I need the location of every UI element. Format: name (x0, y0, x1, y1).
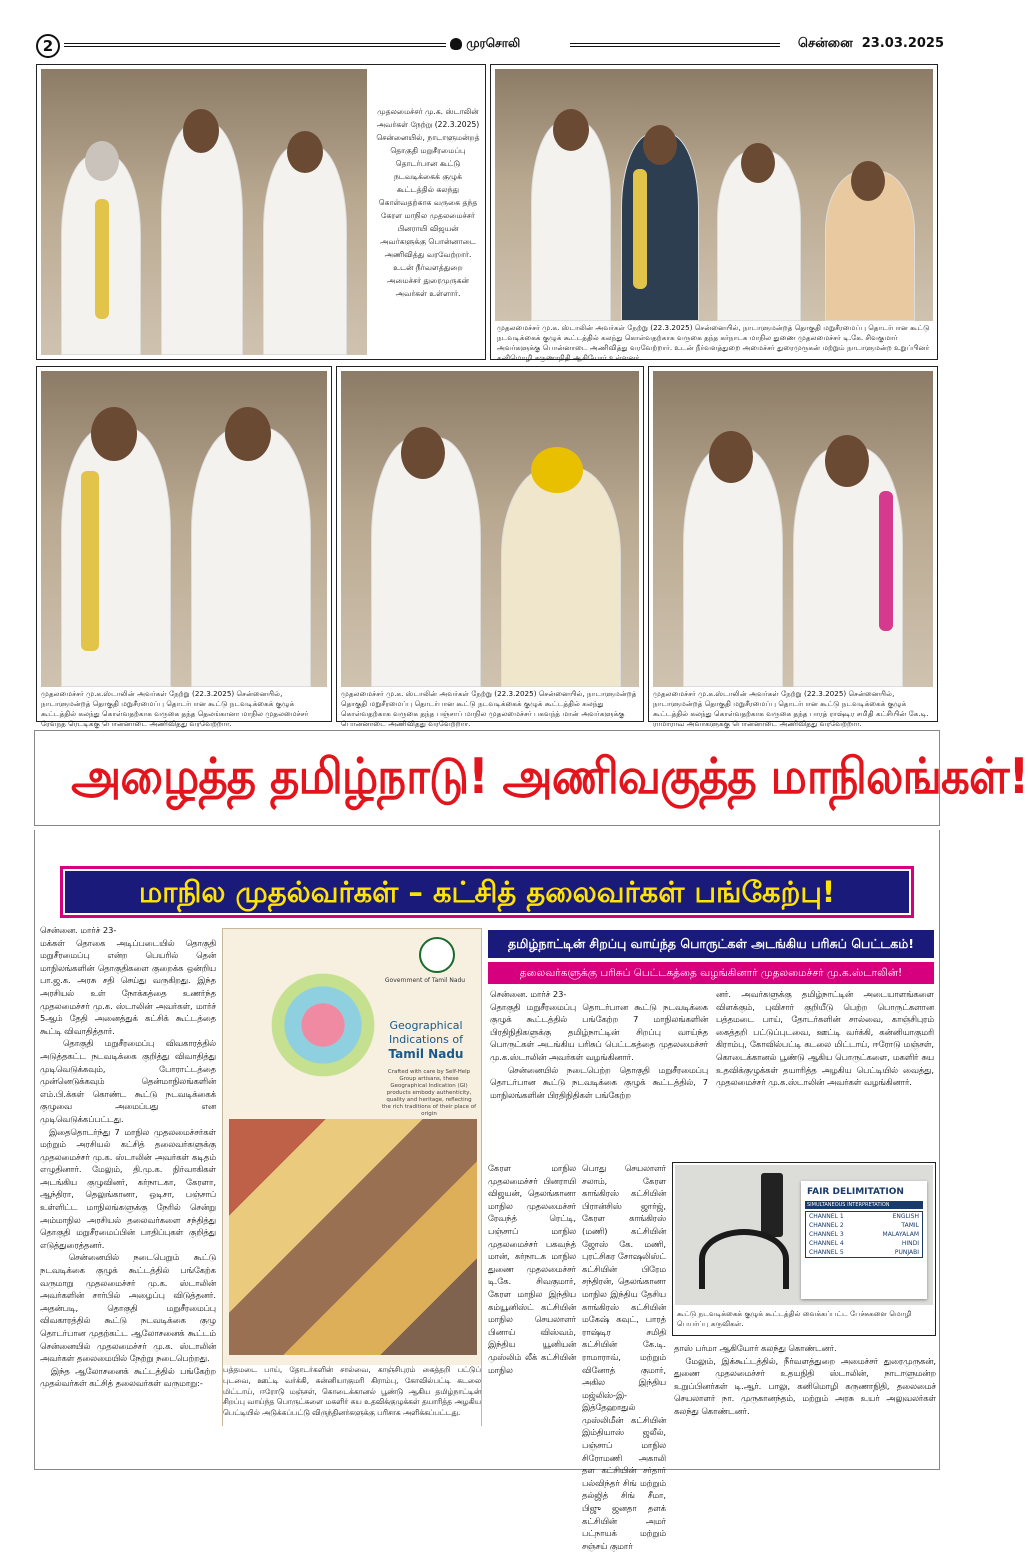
gi-poster-government: Government of Tamil Nadu (384, 977, 466, 984)
gi-poster (222, 928, 482, 1426)
photo-frame-3 (36, 366, 332, 728)
article-col-1: சென்னை. மார்ச் 23- மக்கள் தொகை அடிப்படையில் தொகுதி மறுசீரமைப்பு என்ற பெயரில் தென் மாநிலங்களின் தொகுதிகளை குறைக்க ஒன்றிய பா.ஜ.க. அரசு சதி செய்து வருகிறது. இந்த அரசியல் உள் நோக்கத்தை உணர்ந்த முதலமைச்சர் மு.க. ஸ்டாலின் அவர்கள், மார்ச் 5ஆம் தேதி அனைத்துக் கட்சிக் கூட்டத்தை கூட்டி விவாதித்தார். தொகுதி மறுசீரமைப்பு விவகாரத்தில் அடுத்தகட்ட நடவடிக்கை குறித்து விவாதித்து முடிவெடுக்கவும், போராட்டத்தை முன்னெடுக்கவும் தென்மாநிலங்களின் எம்.பி.க்கள் கொண்ட கூட்டு நடவடிக்கைக் குழுவை அமைப்பது என முடிவெடுக்கப்பட்டது. இதைதொடர்ந்து 7 மாநில முதலமைச்சர்கள் மற்றும் அரசியல் கட்சித் தலைவர்களுக்கு முதலமைச்சர் மு.க. ஸ்டாலின் அவர்கள் கடிதம் எழுதினார். மேலும், தி.மு.க. நிர்வாகிகள் அடங்கிய குழுவினர், கர்நாடகா, கேரளா, ஆந்திரா, தெலுங்கானா, ஒடிசா, பஞ்சாப் உள்ளிட்ட மாநிலங்களுக்கு நேரில் சென்று அம்மாநில அரசியல் தலைவர்களை சந்தித்து தொகுதி மறுசீரமைப்பின் பாதிப்புகள் குறித்து எடுத்துரைத்தனர். சென்னையில் நடைபெறும் கூட்டு நடவடிக்கை குழுக் கூட்டத்தில் பங்கேற்க வருமாறு முதலமைச்சர் மு.க. ஸ்டாலின் அவர்களின் சார்பில் அழைப்பு விடுத்தனர். அதன்படி, தொகுதி மறுசீரமைப்பு விவகாரத்தில் கூட்டு நடவடிக்கை குழு தொடர்பான முதற்கட்ட ஆலோசனைக் கூட்டம் சென்னையில் முதலமைச்சர் மு.க. ஸ்டாலின் அவர்கள் தலைமையில் நேற்று நடைபெற்றது. இந்த ஆலோசனைக் கூட்டத்தில் பங்கேற்ற முதல்வர்கள் கட்சித் தலைவர்கள் வருமாறு:- (40, 925, 217, 1389)
channel-card-title: FAIR DELIMITATION (807, 1187, 904, 1197)
gi-poster-title-2: Indications of (389, 1033, 463, 1046)
photo-4-caption: முதலமைச்சர் மு.க. ஸ்டாலின் அவர்கள் நேற்று (22.3.2025) சென்னையில், நாடாளுமன்றத் தொகுதி மறுசீரமைப்பு தொடர்பான கூட்டு நடவடிக்கைக் குழுக் கூட்டத்தில் கலந்து கொள்வதற்காக வருகை தந்த பஞ்சாப் மாநில முதலமைச்சர் பகவந்த் மான் அவர்களுக்கு பொன்னாடை அணிவித்து வரவேற்றார். (341, 689, 637, 728)
photo-frame-1 (36, 64, 486, 360)
dateline: சென்னை 23.03.2025 (797, 36, 944, 51)
photo-brs-ktr (653, 371, 933, 687)
photo-karnataka-dcm (495, 69, 933, 321)
gi-poster-title-3: Tamil Nadu (388, 1047, 464, 1061)
channel-row: CHANNEL 4 HINDI (809, 1240, 919, 1247)
gi-products-collage (229, 1119, 477, 1355)
main-headline: அழைத்த தமிழ்நாடு! அணிவகுத்த மாநிலங்கள்! (71, 748, 1028, 805)
gi-poster-blurb: Crafted with care by Self-Help Group artisans, these Geographical Indication (GI) products embody authenticity, quality and heritage, reflecting the rich traditions of their place of origin (381, 1069, 477, 1117)
gift-title-banner (488, 930, 934, 958)
channel-list (805, 1211, 923, 1258)
page-header (30, 34, 942, 60)
article-col-5: தாஸ் பர்மா ஆகியோர் கலந்து கொண்டனர். மேலும், இக்கூட்டத்தில், நீர்வளத்துறை அமைச்சர் துரைமுருகன், துணை முதலமைச்சர் உதயநிதி ஸ்டாலின், நாடாளுமன்ற உறுப்பினர்கள் டி.ஆர். பாலு, கனிமொழி கருணாநிதி, தலைமைச் செயலாளர் நா. முருகானந்தம், மற்றும் அரசு உயர் அலுவலர்கள் கலந்து கொண்டனர். (674, 1343, 936, 1416)
photo-frame-4 (336, 366, 644, 728)
headset-photo-frame (672, 1162, 936, 1336)
photo-punjab-cm (341, 371, 639, 687)
tn-map-graphic (263, 965, 383, 1085)
interpretation-receiver-icon (761, 1173, 783, 1237)
headset-photo-caption: கூட்டு நடவடிக்கைக் குழுக் கூட்டத்தில் வைக்கப்பட்ட பேச்சுகளை மொழி பெயர்ப்பு கருவிகள். (677, 1309, 912, 1328)
gift-col-2: னர். அவர்களுக்கு தமிழ்நாட்டின் அடையாளங்களை விளக்கும், புவிசார் குறியீடு பெற்ற பொருட்களான பத்தமடை பாய், தோடர்களின் சால்வை, காஞ்சிபுரம் கைத்தறி பட்டுப்புடவை, ஊட்டி வர்க்கி, கன்னியாகுமரி கிராம்பு, கோவில்பட்டி கடலை மிட்டாய், ஈரோடு மஞ்சள், கொடைக்கானல் பூண்டு ஆகிய பொருட்களை, மகளிர் சுய உதவிக்குழுக்கள் தயாரித்த அழகிய பெட்டியில் வைத்து, முதலமைச்சர் மு.க.ஸ்டாலின் அவர்கள் வழங்கினார். (716, 989, 937, 1088)
photo-frame-5 (648, 366, 938, 728)
gift-col-1: சென்னை. மார்ச் 23- தொகுதி மறுசீரமைப்பு தொடர்பான கூட்டு நடவடிக்கை குழுக் கூட்டத்தில் பங்கேற்ற 7 மாநிலங்களின் பிரதிநிதிகளுக்கு தமிழ்நாட்டின் சிறப்பு வாய்ந்த பொருட்கள் அடங்கிய பரிசுப் பெட்டகத்தை முதலமைச்சர் மு.க.ஸ்டாலின் அவர்கள் வழங்கினார். சென்னையில் நடைபெற்ற தொகுதி மறுசீரமைப்பு தொடர்பான கூட்டு நடவடிக்கை குழுக் கூட்டத்தில், 7 மாநிலங்களின் பிரதிநிதிகள் பங்கேற்ற (490, 989, 708, 1100)
photo-telangana-cm (41, 371, 327, 687)
masthead-logo-icon (450, 38, 462, 50)
photo-frame-2 (490, 64, 938, 360)
gi-poster-title-1: Geographical (389, 1019, 463, 1032)
channel-card (801, 1181, 927, 1299)
gift-sub-banner (488, 962, 934, 984)
masthead-title: முரசொலி (466, 36, 521, 50)
tn-emblem-icon (419, 937, 455, 973)
photo-kerala-cm (41, 69, 367, 355)
gift-title: தமிழ்நாட்டின் சிறப்பு வாய்ந்த பொருட்கள் அடங்கிய பரிசுப் பெட்டகம்! (507, 936, 915, 951)
page-number-badge (36, 34, 60, 58)
photo-1-caption: முதலமைச்சர் மு.க. ஸ்டாலின் அவர்கள் நேற்று (22.3.2025) சென்னையில், நாடாளுமன்றத் தொகுதி மறுசீரமைப்பு தொடர்பான கூட்டு நடவடிக்கைக் குழுக் கூட்டத்தில் கலந்து கொள்வதற்காக வருகை தந்த கேரள மாநில முதலமைச்சர் பினராயி விஜயன் அவர்களுக்கு பொன்னாடை அணிவித்து வரவேற்றார். உடன் நீர்வளத்துறை அமைச்சர் துரைமுருகன் அவர்கள் உள்ளார். (376, 107, 480, 298)
article-col-3: கேரள மாநில முதலமைச்சர் பினராயி விஜயன், தெலங்கானா மாநில முதலமைச்சர் ரேவந்த் ரெட்டி, பஞ்சாப் மாநில முதலமைச்சர் பகவந்த் மான், கர்நாடக மாநில துணை முதலமைச்சர் டி.கே. சிவகுமார், கேரள மாநில இந்திய கம்யூனிஸ்ட் கட்சியின் மாநில செயலாளர் பினாய் விஸ்வம், இந்திய யூனியன் முஸ்லிம் லீக் கட்சியின் மாநில (488, 1163, 579, 1375)
channel-card-subtitle: SIMULTANEOUS INTERPRETATION (805, 1201, 923, 1209)
photo-2-caption: முதலமைச்சர் மு.க. ஸ்டாலின் அவர்கள் நேற்று (22.3.2025) சென்னையில், நாடாளுமன்றத் தொகுதி மறுசீரமைப்பு தொடர்பான கூட்டு நடவடிக்கைக் குழுக் கூட்டத்தில் கலந்து கொள்வதற்காக வருகை தந்த கர்நாடக மாநில துணை முதலமைச்சர் டி.கே. சிவகுமார் அவர்களுக்கு பொன்னாடை அணிவித்து வரவேற்றார். உடன் நீர்வளத்துறை அமைச்சர் துரைமுருகன் மற்றும் நாடாளுமன்ற உறுப்பினர் கனிமொழி கருணாநிதி ஆகியோர் உள்ளனர். (497, 323, 930, 362)
masthead (450, 36, 570, 56)
gi-poster-caption: பத்தமடை பாய், தோடர்களின் சால்வை, காஞ்சிபுரம் கைத்தறி பட்டுப் புடவை, ஊட்டி வர்க்கி, கன்னியாகுமரி கிராம்பு, கோவில்பட்டி கடலை மிட்டாய், ஈரோடு மஞ்சள், கொடைக்கானல் பூண்டு ஆகிய தமிழ்நாட்டின் சிறப்பு வாய்ந்த பொருட்களை மகளிர் சுய உதவிக்குழுக்கள் தயாரித்த அழகிய பெட்டியில் அடுக்கப்பட்டு விருந்தினர்களுக்கு பரிசாக அளிக்கப்பட்டது. (223, 1365, 481, 1427)
photo-5-caption: முதலமைச்சர் மு.க.ஸ்டாலின் அவர்கள் நேற்று (22.3.2025) சென்னையில், நாடாளுமன்றத் தொகுதி மறுசீரமைப்பு தொடர்பான கூட்டு நடவடிக்கைக் குழுக் கூட்டத்தில் கலந்து கொள்வதற்காக வருகை தந்த பாரத் ராஷ்டிர சமிதி கட்சியின் கே.டி. ராமாராவ் அவர்களுக்கு பொன்னாடை அணிவித்து வரவேற்றார். (653, 689, 929, 728)
headphones-icon (699, 1229, 789, 1289)
channel-row: CHANNEL 5 PUNJABI (809, 1249, 919, 1256)
channel-row: CHANNEL 3 MALAYALAM (809, 1231, 919, 1238)
header-rule-left (64, 43, 446, 47)
gift-subtitle: தலைவர்களுக்கு பரிசுப் பெட்டகத்தை வழங்கினார் முதலமைச்சர் மு.க.ஸ்டாலின்! (519, 967, 903, 979)
photo-3-caption: முதலமைச்சர் மு.க.ஸ்டாலின் அவர்கள் நேற்று (22.3.2025) சென்னையில், நாடாளுமன்றத் தொகுதி மறுசீரமைப்பு தொடர்பான கூட்டு நடவடிக்கைக் குழுக் கூட்டத்தில் கலந்து கொள்வதற்காக வருகை தந்த தெலங்கானா மாநில முதலமைச்சர் ரேவந்த் ரெட்டிக்கு பொன்னாடை அணிவித்து வரவேற்றார். (41, 689, 309, 728)
channel-row: CHANNEL 1 ENGLISH (809, 1213, 919, 1220)
header-rule-right (570, 43, 780, 47)
article-col-4: பொது செயலாளர் சலாம், கேரள காங்கிரஸ் கட்சியின் பிரான்சிஸ் ஜார்ஜ், கேரள காங்கிரஸ் (மணி) கட்சியின் ஜோஸ் கே. மணி, புரட்சிகர சோஷலிஸ்ட் கட்சியின் பிரேம சந்திரன், தெலங்கானா மாநில இந்திய தேசிய காங்கிரஸ் கட்சியின் மகேஷ் கவுட், பாரத் ராஷ்டிர சமிதி கட்சியின் கே.டி. ராமாராவ், மற்றும் வினோத் குமார், அகில இந்திய மஜ்லிஸ்-இ-இத்தேஹாதுல் முஸ்லிமீன் கட்சியின் இம்தியாஸ் ஜலீல், பஞ்சாப் மாநில சிரோமணி அகாலி தள கட்சியின் சர்தார் பல்விந்தர் சிங் மற்றும் தல்ஜித் சிங் சீமா, பிஜு ஜனதா தளக் கட்சியின் அமர் பட்நாயக் மற்றும் சஞ்சய் குமார் (582, 1163, 669, 1551)
headset-photo (675, 1165, 933, 1305)
channel-row: CHANNEL 2 TAMIL (809, 1222, 919, 1229)
sub-headline: மாநில முதல்வர்கள் – கட்சித் தலைவர்கள் பங்கேற்பு! (138, 875, 836, 909)
page-number: 2 (42, 37, 54, 55)
main-headline-box (34, 730, 1028, 826)
